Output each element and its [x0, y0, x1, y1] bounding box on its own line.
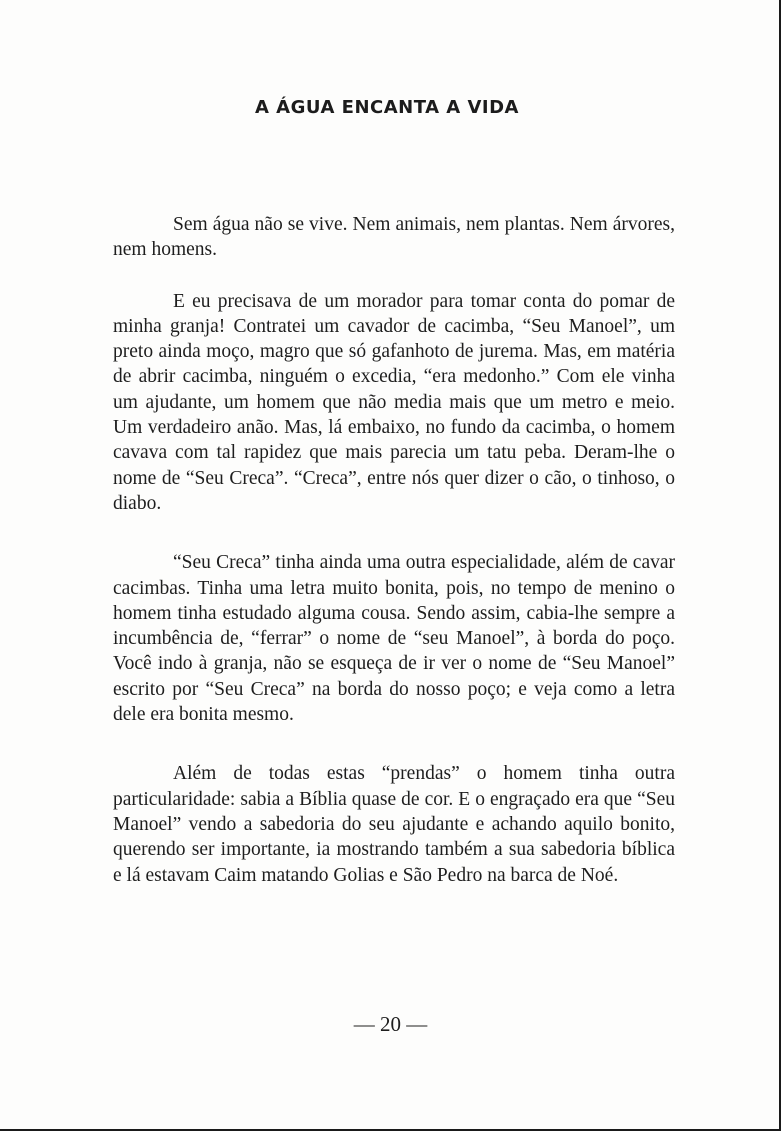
paragraph-4: Além de todas estas “prendas” o homem tinha outra particularidade: sabia a Bíblia quase de cor. E o engraçado era que “Seu Manoel” vendo a sabedoria do seu ajudante e achando aquilo bonito, querendo ser importante, ia mostrando também a sua sabedoria bíblica e lá estavam Caim matando Golias e São Pedro na barca de Noé. [113, 763, 675, 886]
page-number: — 20 — [353, 1012, 428, 1036]
paragraph-2: E eu precisava de um morador para tomar conta do pomar de minha granja! Contratei um cavador de cacimba, “Seu Manoel”, um preto ainda moço, magro que só gafanhoto de jurema. Mas, em matéria de abrir cacimba, ninguém o excedia, “era medonho.” Com ele vinha um ajudante, um homem que não media mais que um metro e meio. Um verdadeiro anão. Mas, lá embaixo, no fundo da cacimba, o homem cavava com tal rapidez que mais parecia um tatu peba. Deram-lhe o nome de “Seu Creca”. “Creca”, entre nós quer dizer o cão, o tinhoso, o diabo. [113, 290, 675, 514]
paragraph-1: Sem água não se vive. Nem animais, nem plantas. Nem árvores, nem homens. [113, 214, 675, 261]
page-title: A ÁGUA ENCANTA A VIDA [254, 97, 519, 118]
text-body [113, 212, 675, 888]
paragraph-3: “Seu Creca” tinha ainda uma outra especialidade, além de cavar cacimbas. Tinha uma letra muito bonita, pois, no tempo de menino o homem tinha estudado alguma cousa. Sendo assim, cabia-lhe sempre a incumbência de, “ferrar” o nome de “seu Manoel”, à borda do poço. Você indo à granja, não se esqueça de ir ver o nome de “Seu Manoel” escrito por “Seu Creca” na borda do nosso poço; e veja como a letra dele era bonita mesmo. [113, 552, 675, 726]
